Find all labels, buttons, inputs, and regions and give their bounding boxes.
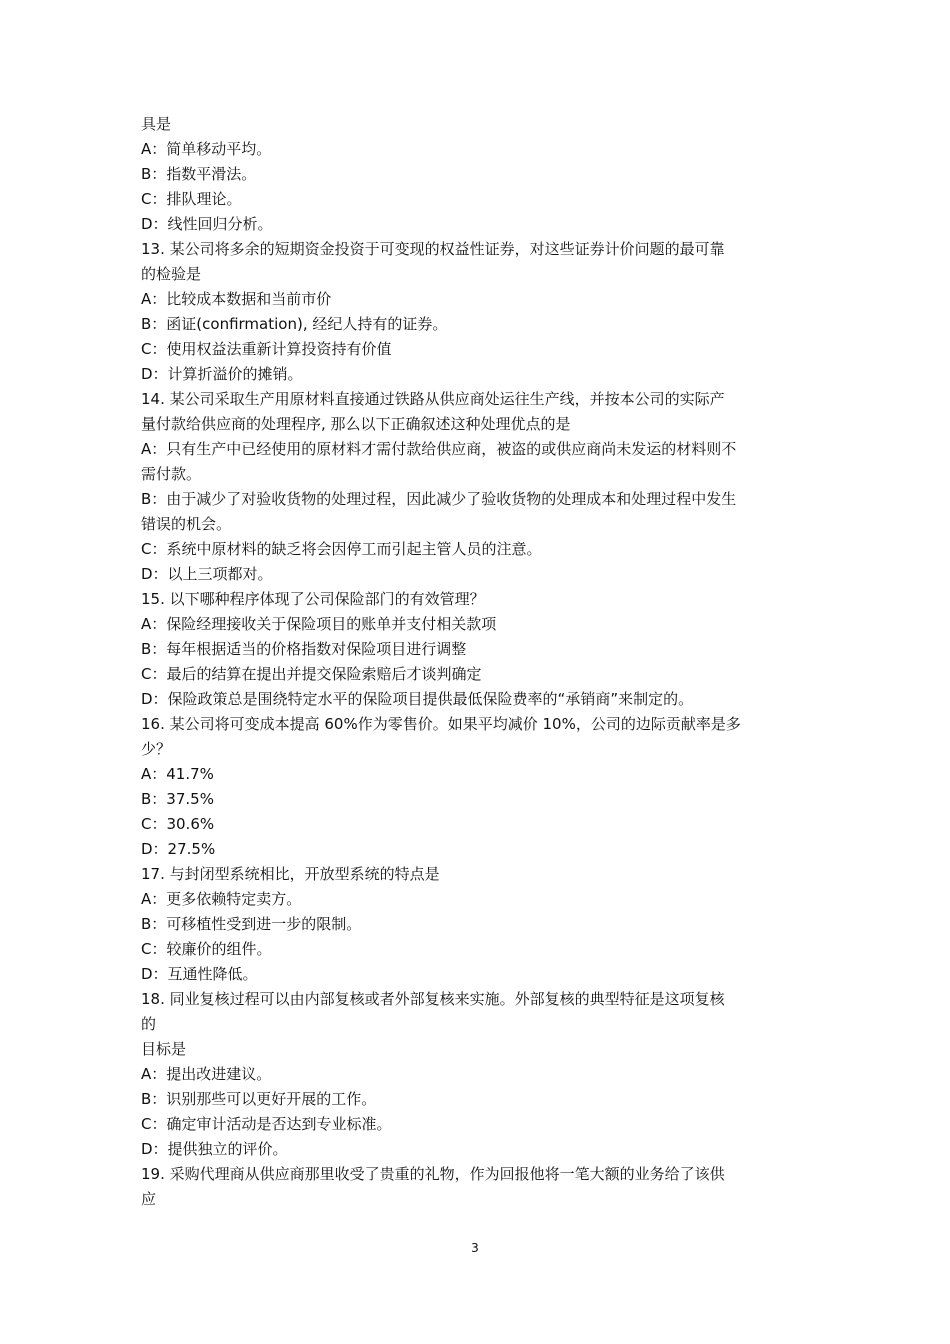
option-line: D：保险政策总是围绕特定水平的保险项目提供最低保险费率的“承销商”来制定的。 <box>141 690 694 708</box>
question-line: 的 <box>141 1015 157 1033</box>
question-line: 18. 同业复核过程可以由内部复核或者外部复核来实施。外部复核的典型特征是这项复核 <box>141 990 725 1008</box>
question-line: 16. 某公司将可变成本提高 60%作为零售价。如果平均减价 10%，公司的边际贡献率是多 <box>141 715 741 733</box>
option-line: A：保险经理接收关于保险项目的账单并支付相关款项 <box>141 615 497 633</box>
option-line: A：提出改进建议。 <box>141 1065 272 1083</box>
option-line: C：使用权益法重新计算投资持有价值 <box>141 340 392 358</box>
page-number: 3 <box>471 1241 479 1255</box>
question-line: 应 <box>141 1190 157 1208</box>
option-line: C：较廉价的组件。 <box>141 940 272 958</box>
option-line: D：计算折溢价的摊销。 <box>141 365 303 383</box>
option-line: 错误的机会。 <box>141 515 232 533</box>
option-line: 需付款。 <box>141 465 202 483</box>
option-line: A：41.7% <box>141 765 214 783</box>
option-line: C：确定审计活动是否达到专业标准。 <box>141 1115 392 1133</box>
question-line: 量付款给供应商的处理程序, 那么以下正确叙述这种处理优点的是 <box>141 415 571 433</box>
question-line: 15. 以下哪种程序体现了公司保险部门的有效管理？ <box>141 590 485 608</box>
option-line: C：最后的结算在提出并提交保险索赔后才谈判确定 <box>141 665 482 683</box>
question-line: 17. 与封闭型系统相比，开放型系统的特点是 <box>141 865 440 883</box>
option-line: D：提供独立的评价。 <box>141 1140 288 1158</box>
option-line: B：由于减少了对验收货物的处理过程，因此减少了验收货物的处理成本和处理过程中发生 <box>141 490 737 508</box>
question-line: 13. 某公司将多余的短期资金投资于可变现的权益性证券，对这些证券计价问题的最可靠 <box>141 240 725 258</box>
option-line: D：线性回归分析。 <box>141 215 273 233</box>
option-line: B：每年根据适当的价格指数对保险项目进行调整 <box>141 640 467 658</box>
option-line: B：函证(confirmation), 经纪人持有的证券。 <box>141 315 448 333</box>
option-line: B：指数平滑法。 <box>141 165 257 183</box>
option-line: D：27.5% <box>141 840 216 858</box>
option-line: A：只有生产中已经使用的原材料才需付款给供应商，被盗的或供应商尚未发运的材料则不 <box>141 440 737 458</box>
option-line: A：更多依赖特定卖方。 <box>141 890 302 908</box>
question-line: 目标是 <box>141 1040 187 1058</box>
option-line: A：简单移动平均。 <box>141 140 272 158</box>
page-content <box>141 112 821 1212</box>
option-line: B：识别那些可以更好开展的工作。 <box>141 1090 377 1108</box>
option-line: D：互通性降低。 <box>141 965 258 983</box>
question-line: 的检验是 <box>141 265 202 283</box>
option-line: C：系统中原材料的缺乏将会因停工而引起主管人员的注意。 <box>141 540 542 558</box>
text-line: 具是 <box>141 115 172 133</box>
option-line: B：37.5% <box>141 790 214 808</box>
question-line: 14. 某公司采取生产用原材料直接通过铁路从供应商处运往生产线，并按本公司的实际产 <box>141 390 725 408</box>
option-line: A：比较成本数据和当前市价 <box>141 290 332 308</box>
option-line: C：排队理论。 <box>141 190 242 208</box>
question-line: 19. 采购代理商从供应商那里收受了贵重的礼物，作为回报他将一笔大额的业务给了该供 <box>141 1165 725 1183</box>
option-line: C：30.6% <box>141 815 215 833</box>
question-line: 少？ <box>141 740 172 758</box>
option-line: B：可移植性受到进一步的限制。 <box>141 915 362 933</box>
option-line: D：以上三项都对。 <box>141 565 273 583</box>
